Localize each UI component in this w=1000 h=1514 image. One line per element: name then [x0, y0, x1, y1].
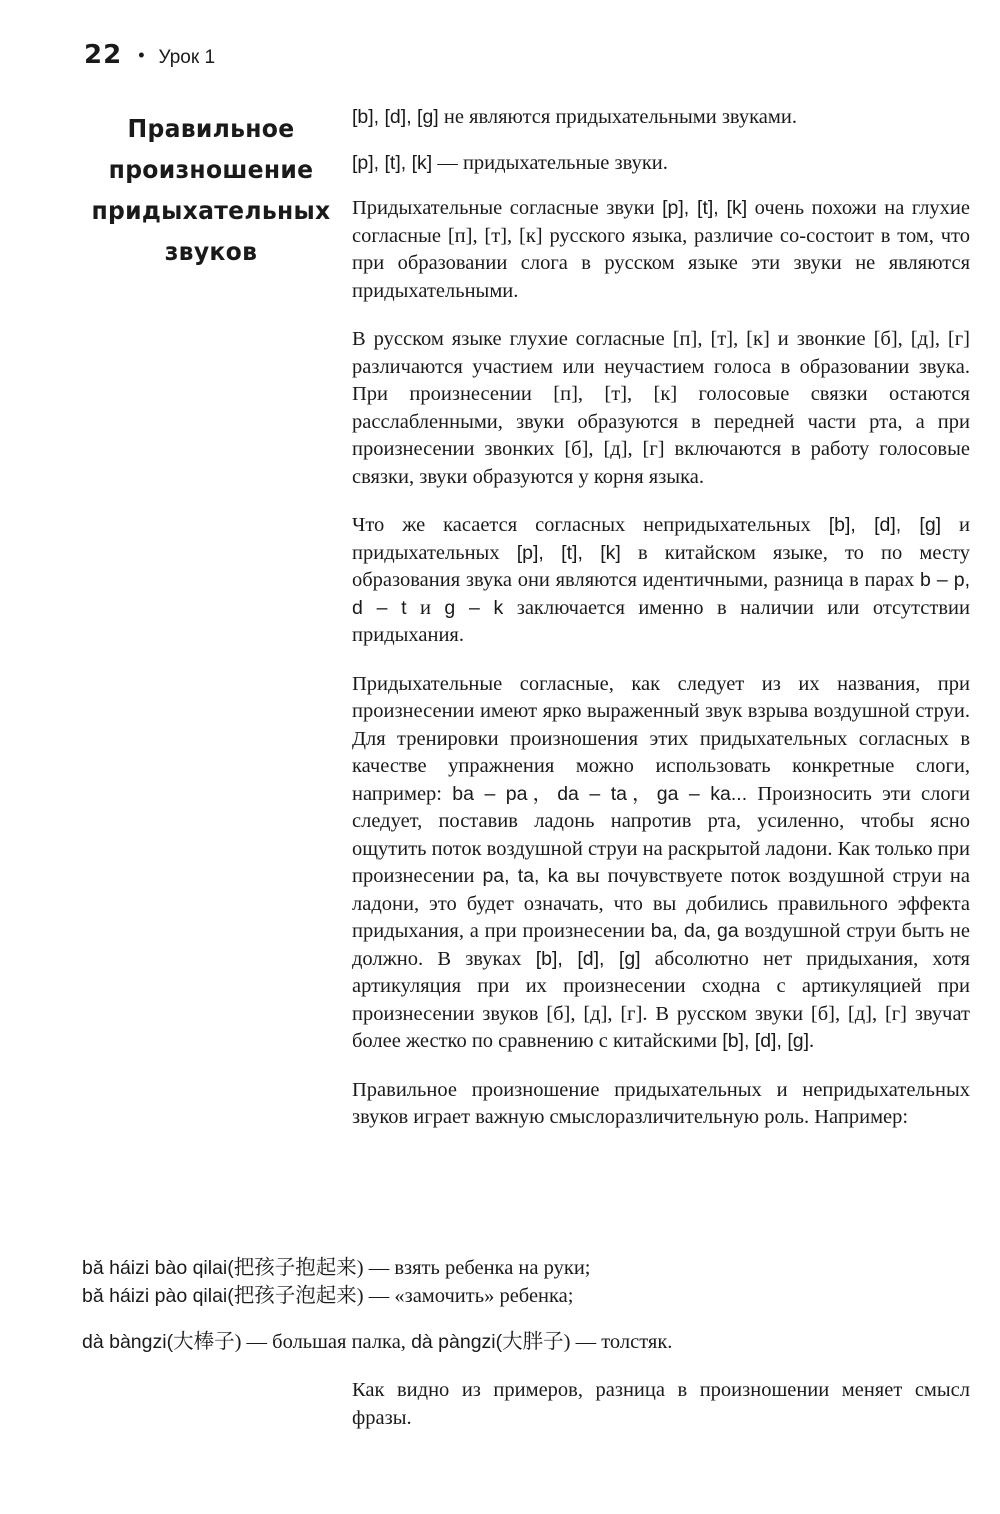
pinyin-example: dà pàngzi(: [411, 1331, 503, 1353]
section-title-line: звуков: [164, 237, 258, 266]
page-header: [84, 40, 215, 70]
paragraph-7: Правильное произношение придыхательных и непридыхательных звуков играет важную смыслоразличительную роль. Например:: [352, 1078, 970, 1128]
example-translation: ) — «замочить» ребенка;: [356, 1285, 574, 1307]
section-title-line: придыхательных: [91, 196, 331, 225]
pinyin-term: ba, da, ga: [650, 920, 739, 942]
text-fragment: Произносить эти слоги следует, поставив ладонь напротив рта, усиленно, чтобы ясно ощутить поток воздушной струи на раскрытой ладони. Как только при произнесении: [352, 782, 970, 887]
section-title: [88, 108, 334, 272]
example-line: [82, 1254, 982, 1282]
example-translation: ) — большая палка,: [234, 1331, 412, 1353]
pinyin-example: dà bàngzi(: [82, 1331, 174, 1353]
pinyin-term: g – k: [444, 596, 504, 619]
page-number: 22: [84, 40, 123, 70]
text-fragment: и придыхательных: [352, 514, 970, 564]
paragraph-2: [352, 150, 970, 178]
pinyin-term: [p], [t], [k]: [662, 197, 748, 219]
pinyin-term: ba – pa，da – ta，ga – ka...: [452, 782, 748, 805]
paragraph-6: [352, 671, 970, 1056]
text-fragment: очень похожи на глухие согласные [п], [т], [к] русского языка, различие со-состоит в том, что при образовании слога в русском языке эти звуки не являются придыхательными.: [352, 197, 970, 302]
lesson-label: Урок 1: [158, 47, 216, 68]
hanzi-example: 把孩子抱起来: [233, 1257, 357, 1279]
example-translation: ) — взять ребенка на руки;: [356, 1257, 591, 1279]
pinyin-term: [p], [t], [k]: [516, 541, 621, 564]
closing-paragraph: Как видно из примеров, разница в произношении меняет смысл фразы.: [352, 1379, 970, 1429]
paragraph-4: В русском языке глухие согласные [п], [т], [к] и звонкие [б], [д], [г] различаются участием или неучастием голоса в образовании звука. При произнесении [п], [т], [к] голосовые связки остаются расслабленными, звуки образуются в передней части рта, а при произнесении звонких [б], [д], [г] включаются в работу голосовые связки, звуки образуются у корня языка.: [352, 328, 970, 488]
example-line: [82, 1282, 982, 1310]
pinyin-term: [b], [d], [g]: [352, 106, 439, 128]
example-translation: ) — толстяк.: [563, 1331, 673, 1353]
pinyin-term: [p], [t], [k]: [352, 151, 433, 174]
section-title-line: Правильное: [127, 114, 295, 143]
pinyin-term: [b], [d], [g]: [722, 1030, 809, 1052]
text-fragment: .: [809, 1030, 815, 1052]
text-fragment: Придыхательные согласные, как следует из их названия, при произнесении имеют ярко выраженный звук взрыва воздушной струи. Для тренировки произношения этих придыхательных согласных в качестве упражнения можно использовать конкретные слоги, например:: [352, 672, 970, 805]
example-line: [82, 1328, 982, 1356]
main-text: [352, 104, 970, 1153]
text-fragment: заключается именно в наличии или отсутствии придыхания.: [352, 596, 970, 646]
pinyin-term: [b], [d], [g]: [828, 514, 942, 536]
pinyin-term: pa, ta, ka: [482, 865, 569, 887]
text-fragment: абсолютно нет придыхания, хотя артикуляция при их произнесении сходна с артикуляцией при произнесении звуков [б], [д], [г]. В русском звуки [б], [д], [г] звучат более жестко по сравнению с китайскими: [352, 947, 970, 1052]
text-fragment: — придыхательные звуки.: [432, 151, 668, 174]
text-fragment: в китайском языке, то по месту образования звука они являются идентичными, разница в парах: [352, 541, 970, 591]
pinyin-example: bǎ háizi bào qilai(: [82, 1257, 234, 1279]
section-title-line: произношение: [108, 155, 314, 184]
pinyin-example: bǎ háizi pào qilai(: [82, 1285, 234, 1307]
closing-text: [352, 1377, 970, 1432]
text-fragment: Что же касается согласных непридыхательных: [352, 514, 829, 536]
hanzi-example: 大胖子: [502, 1331, 564, 1353]
text-fragment: и: [406, 596, 445, 619]
examples-block: [82, 1254, 982, 1356]
text-fragment: вы почувствуете поток воздушной струи на ладони, это будет означать, что вы добились правильного эффекта придыхания, а при произнесении: [352, 865, 970, 942]
text-fragment: воздушной струи быть не должно. В звуках: [352, 920, 970, 970]
hanzi-example: 把孩子泡起来: [233, 1285, 357, 1307]
pinyin-term: b – p, d – t: [352, 569, 970, 619]
hanzi-example: 大棒子: [173, 1331, 235, 1353]
pinyin-term: [b], [d], [g]: [535, 947, 641, 970]
example-spacer: [82, 1310, 982, 1328]
paragraph-3: [352, 195, 970, 305]
paragraph-5: [352, 512, 970, 650]
header-bullet: •: [138, 45, 145, 65]
text-fragment: Придыхательные согласные звуки: [352, 197, 663, 219]
text-fragment: не являются придыхательными звуками.: [438, 106, 797, 128]
paragraph-1: [352, 104, 970, 132]
